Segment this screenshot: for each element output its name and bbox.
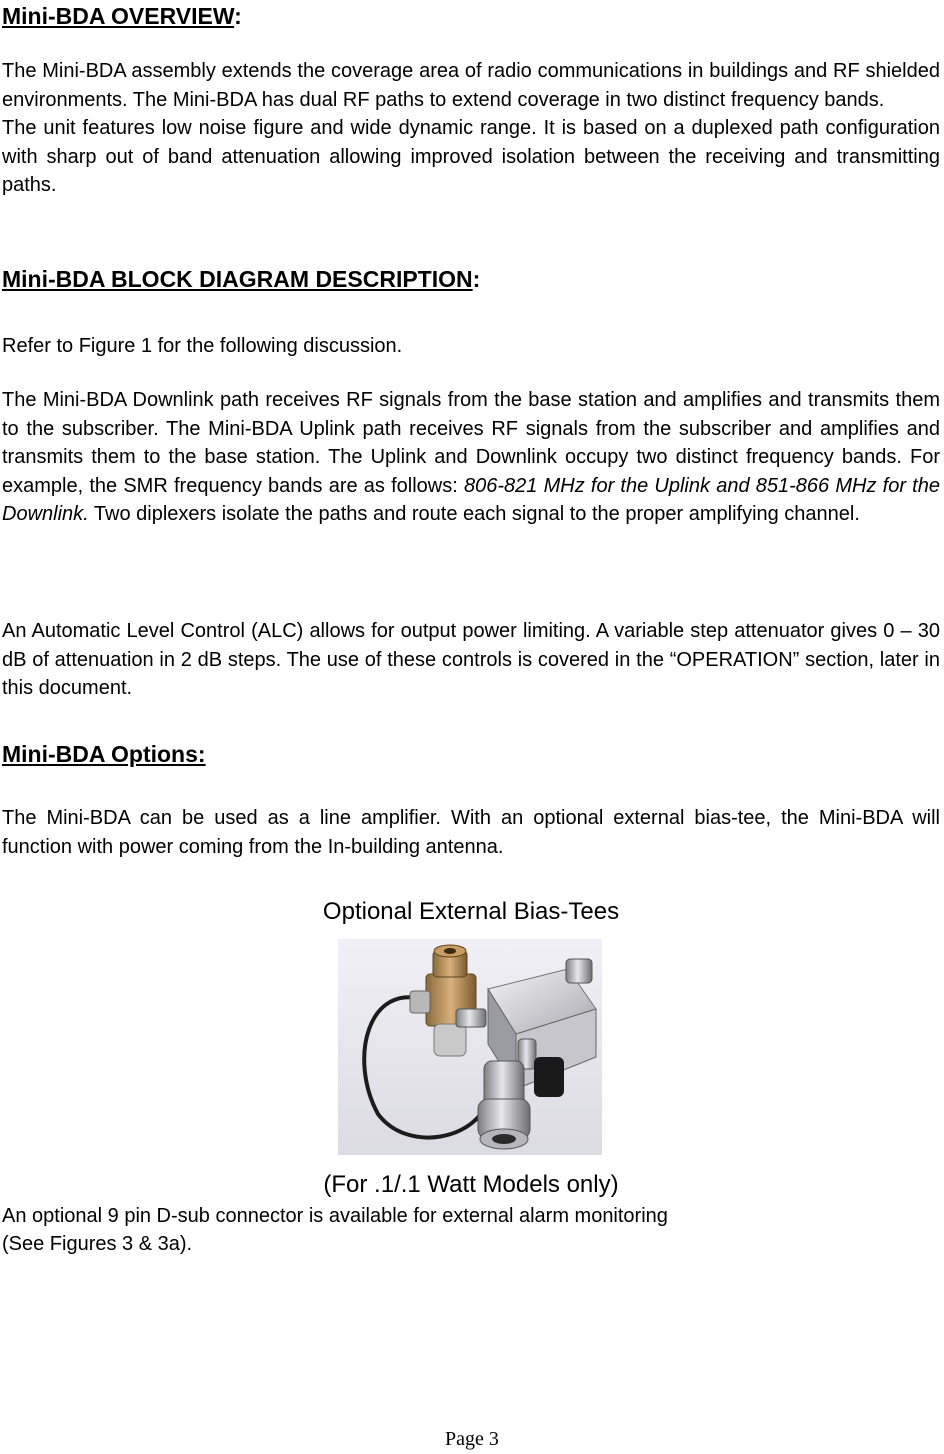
options-heading: Mini-BDA Options: xyxy=(2,741,206,767)
refer-text: Refer to Figure 1 for the following discussion. xyxy=(2,335,403,357)
downlink-uplink-text: The Mini-BDA Downlink path receives RF signals from the base station and amplifies and transmits them to the subscriber. The Mini-BDA Uplink path receives RF signals from the subscriber and amplifies and transmits them to the base station. The Uplink and Downlink occupy two distinct frequency bands. For example, the SMR frequency bands are as follows: xyxy=(2,389,940,497)
figure-title-text: Optional External Bias-Tees xyxy=(322,898,620,925)
line-amplifier-text: The Mini-BDA can be used as a line amplifier. With an optional external bias-tee, the Mini-BDA will function with power coming from the In-building antenna. xyxy=(2,807,940,858)
alarm-note-line-2: (See Figures 3 & 3a). xyxy=(2,1233,193,1255)
block-paragraph-2 xyxy=(2,617,940,703)
smr-frequency-text: 806-821 MHz for the Uplink and 851-866 MHz for the Downlink. xyxy=(2,474,940,526)
options-paragraph xyxy=(2,804,940,861)
figure-title xyxy=(2,897,940,927)
alarm-note xyxy=(2,1202,940,1258)
figure-caption-text: (For .1/.1 Watt Models only) xyxy=(323,1171,619,1198)
refer-line xyxy=(2,332,940,361)
alc-paragraph: An Automatic Level Control (ALC) allows for output power limiting. A variable step attenuator gives 0 – 30 dB of attenuation in 2 dB steps. The use of these controls is covered in the “OPERATION” section, later in this document. xyxy=(2,620,940,700)
alarm-note-line-1: An optional 9 pin D-sub connector is available for external alarm monitoring xyxy=(2,1205,668,1227)
overview-heading: Mini-BDA OVERVIEW: xyxy=(2,3,242,29)
bias-tee-photo xyxy=(338,939,602,1155)
overview-body xyxy=(2,57,940,200)
figure-caption xyxy=(2,1170,940,1200)
block-paragraph-1 xyxy=(2,386,940,529)
block-diagram-heading: Mini-BDA BLOCK DIAGRAM DESCRIPTION: xyxy=(2,266,481,292)
diplexer-text: Two diplexers isolate the paths and route each signal to the proper amplifying channel. xyxy=(88,503,860,526)
overview-paragraph-1: The Mini-BDA assembly extends the coverage area of radio communications in buildings and RF shielded environments. The Mini-BDA has dual RF paths to extend coverage in two distinct frequency bands. xyxy=(2,60,940,111)
overview-paragraph-2: The unit features low noise figure and wide dynamic range. It is based on a duplexed path configuration with sharp out of band attenuation allowing improved isolation between the receiving and transmitting paths. xyxy=(2,117,940,197)
page-number: Page 3 xyxy=(445,1428,499,1450)
block-diagram-section xyxy=(2,265,940,293)
overview-section xyxy=(2,2,940,30)
options-section xyxy=(2,740,940,768)
